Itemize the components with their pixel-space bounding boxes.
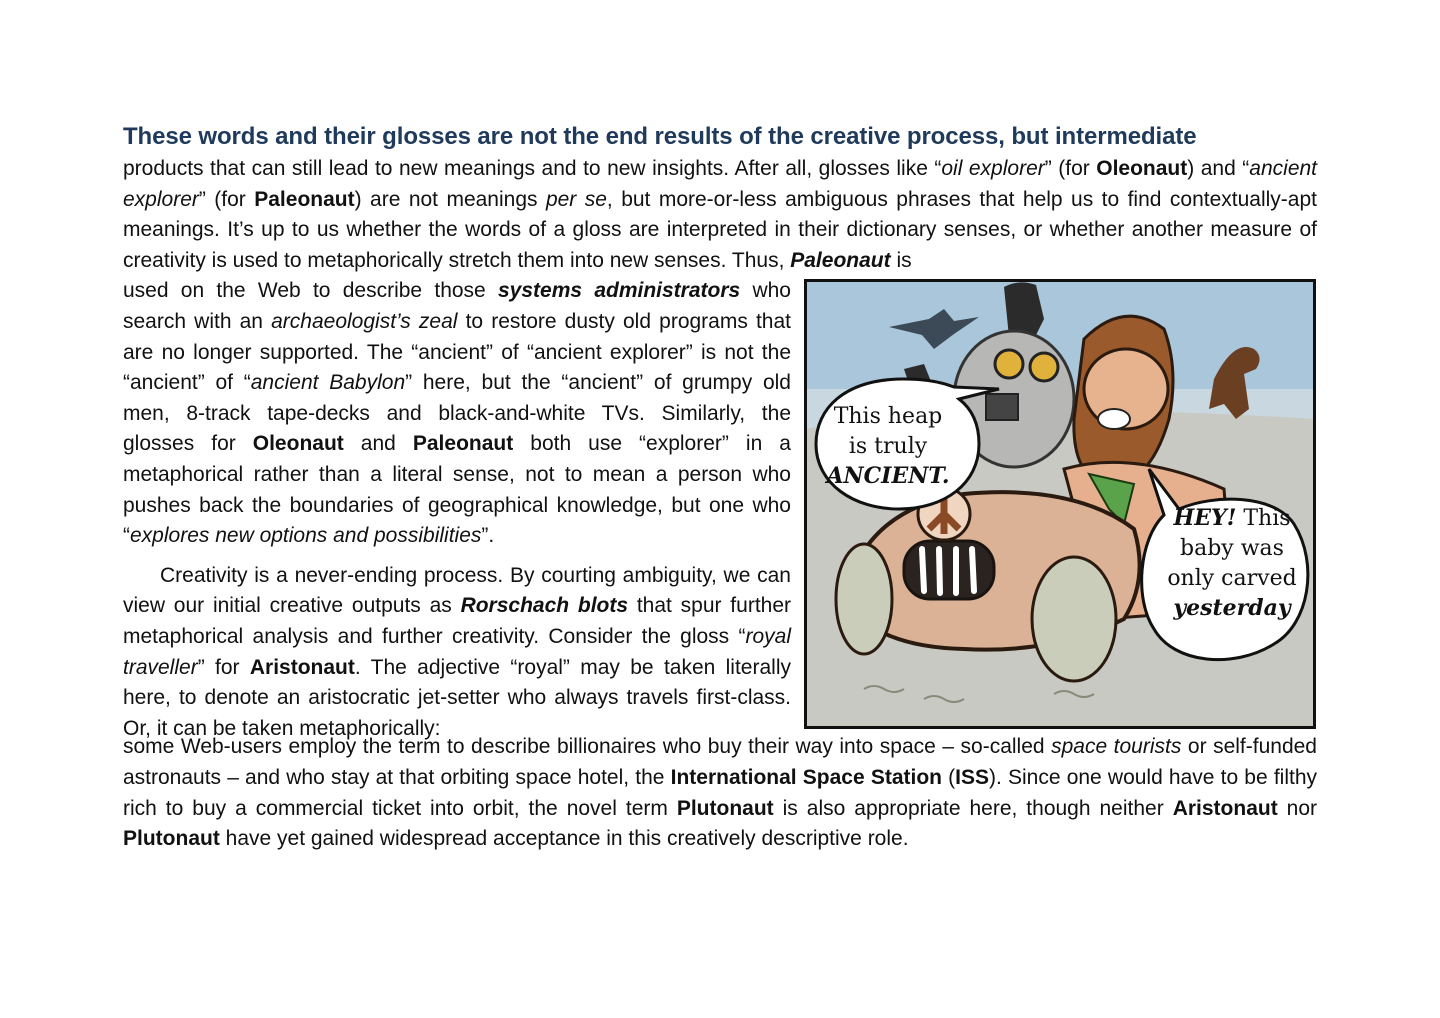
- text-and-figure: [123, 276, 1317, 740]
- bubble-left-line-1: This heap: [833, 404, 943, 430]
- car-wheel-right: [1032, 557, 1116, 681]
- paragraph-2: Creativity is a never-ending process. By courting ambiguity, we can view our initial creative outputs as Rorschach blots that spur further metaphorical analysis and further creativity. Consider the gloss “royal traveller” for Aristonaut. The adjective “royal” may be taken literally here, to denote an aristocratic jet-setter who always travels first-class. Or, it can be taken metaphorically:: [123, 563, 792, 740]
- section-heading: These words and their glosses are not the end results of the creative process, but intermediate: [123, 123, 1197, 150]
- bubble-right-line-3: only carved: [1167, 566, 1297, 592]
- robot-eye-right: [1030, 353, 1058, 381]
- bubble-left-line-3: ANCIENT.: [826, 463, 950, 490]
- bubble-right-line-1: HEY! This: [1173, 505, 1291, 532]
- bubble-right-line-2: baby was: [1180, 536, 1284, 562]
- caveman-mouth: [1098, 409, 1130, 429]
- car-wheel-left: [836, 544, 892, 654]
- paragraph-1: products that can still lead to new meanings and to new insights. After all, glosses like “oil explorer” (for Oleonaut) and “ancient explorer” (for Paleonaut) are not meanings per se, but more-or-less ambiguous phrases that help us to find contextually-apt meanings. It’s up to us whether the words of a gloss are interpreted in their dictionary senses, or whether another measure of creativity is used to metaphorically stretch them into new senses. Thus, Paleonaut is: [123, 157, 1318, 272]
- cartoon-illustration: [804, 279, 1316, 729]
- bubble-left-line-2: is truly: [848, 434, 928, 460]
- car-grille: [904, 541, 994, 599]
- bubble-right-line-4: yesterday: [1173, 595, 1291, 622]
- document-page: [123, 120, 1317, 855]
- robot-mouth: [986, 394, 1018, 420]
- paragraph-3: some Web-users employ the term to describe billionaires who buy their way into space – so-called space tourists or self-funded astronauts – and who stay at that orbiting space hotel, the International Space Station (ISS). Since one would have to be filthy rich to buy a commercial ticket into orbit, the novel term Plutonaut is also appropriate here, though neither Aristonaut nor Plutonaut have yet gained widespread acceptance in this creatively descriptive role.: [123, 735, 1318, 851]
- paragraph-1-continued: used on the Web to describe those systems administrators who search with an archaeologist’s zeal to restore dusty old programs that are no longer supported. The “ancient” of “ancient explorer” is not the “ancient” of “ancient Babylon” here, but the “ancient” of grumpy old men, 8-track tape-decks and black-and-white TVs. Similarly, the glosses for Oleonaut and Paleonaut both use “explorer” in a metaphorical rather than a literal sense, not to mean a person who pushes back the boundaries of geographical knowledge, but one who “explores new options and possibilities”.: [123, 279, 791, 548]
- left-column: [123, 276, 791, 744]
- robot-eye-left: [995, 350, 1023, 378]
